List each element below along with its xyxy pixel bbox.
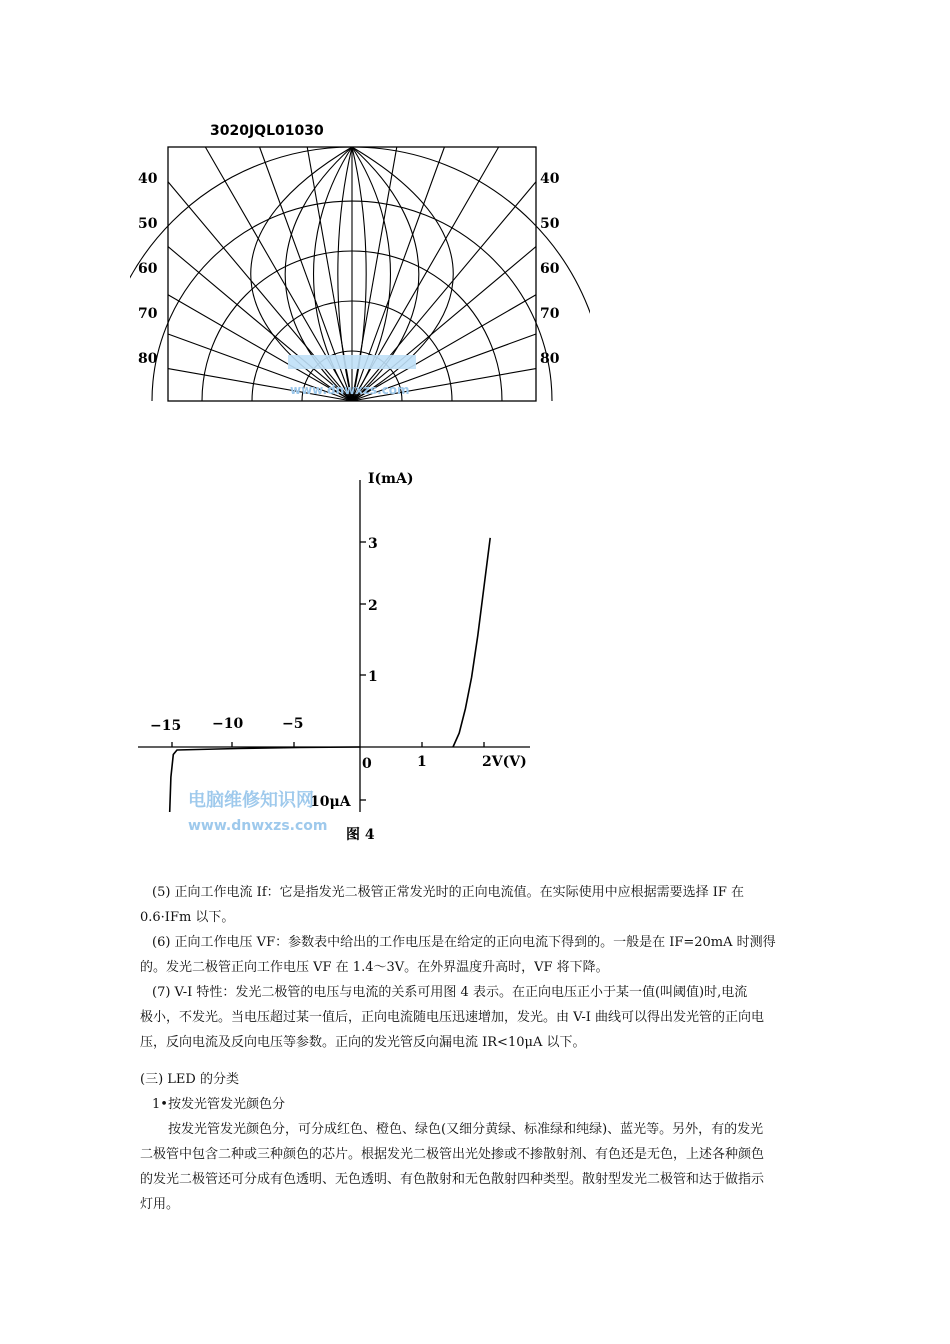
body-line-2: 二极管中包含二种或三种颜色的芯片。根据发光二极管出光处掺或不掺散射剂、有色还是无色，上述各种颜色 [140, 1147, 765, 1162]
body-line-1: 按发光管发光颜色分，可分成红色、橙色、绿色(又细分黄绿、标准绿和纯绿)、蓝光等。另外，有的发光 [168, 1122, 764, 1137]
x-label-neg10: −10 [212, 716, 244, 732]
para-6-line-1: (6) 正向工作电压 VF：参数表中给出的工作电压是在给定的正向电流下得到的。一般是在 IF=20mA 时测得 [152, 935, 776, 950]
para-7-line-1: (7) V-I 特性：发光二极管的电压与电流的关系可用图 4 表示。在正向电压正小于某一值(叫阈值)时,电流 [152, 985, 748, 1000]
x-unit-label: 2V(V) [482, 754, 527, 770]
left-label-70: 70 [138, 306, 158, 322]
polar-radiation-figure [130, 115, 590, 410]
body-line-4: 灯用。 [140, 1197, 180, 1212]
figure-caption: 图 4 [346, 827, 375, 843]
iv-curve-figure [130, 462, 550, 847]
body-text [140, 880, 820, 1217]
iv-watermark-cn: 电脑维修知识网 [188, 790, 314, 811]
para-7-line-3: 压，反向电流及反向电压等参数。正向的发光管反向漏电流 IR<10μA 以下。 [140, 1035, 586, 1050]
polar-watermark-bar [288, 355, 416, 369]
left-label-40: 40 [138, 171, 158, 187]
para-7-line-2: 极小，不发光。当电压超过某一值后，正向电流随电压迅速增加，发光。由 V-I 曲线可以得出发光管的正向电 [140, 1010, 764, 1025]
y-label-3: 3 [368, 536, 378, 552]
polar-diagram [130, 115, 590, 410]
para-5-line-2: 0.6·IFm 以下。 [140, 910, 235, 925]
right-label-80: 80 [540, 351, 560, 367]
para-5-line-1: (5) 正向工作电流 If：它是指发光二极管正常发光时的正向电流值。在实际使用中应根据需要选择 IF 在 [152, 885, 745, 900]
right-label-60: 60 [540, 261, 560, 277]
right-label-50: 50 [540, 216, 560, 232]
y-axis-label: I(mA) [368, 471, 414, 487]
y-label-2: 2 [368, 598, 378, 614]
origin-label: 0 [362, 756, 372, 772]
section-heading: (三) LED 的分类 [140, 1072, 239, 1087]
x-label-neg5: −5 [282, 716, 304, 732]
polar-watermark-url: www.dnwxzs.com [290, 383, 410, 397]
iv-watermark-url: www.dnwxzs.com [188, 818, 328, 834]
polar-left-labels [138, 171, 158, 367]
right-label-70: 70 [540, 306, 560, 322]
polar-title: 3020JQL01030 [210, 123, 324, 139]
iv-axes [138, 480, 530, 812]
left-label-80: 80 [138, 351, 158, 367]
right-label-40: 40 [540, 171, 560, 187]
x-label-1: 1 [417, 754, 427, 770]
y-label-1: 1 [368, 669, 378, 685]
para-6-line-2: 的。发光二极管正向工作电压 VF 在 1.4～3V。在外界温度升高时，VF 将下降。 [140, 960, 609, 975]
polar-right-labels [540, 171, 560, 367]
neg-y-label: 10μA [310, 794, 351, 810]
x-label-neg15: −15 [150, 718, 182, 734]
iv-chart [130, 462, 550, 847]
sub-heading: 1•按发光管发光颜色分 [152, 1097, 285, 1112]
left-label-50: 50 [138, 216, 158, 232]
body-line-3: 的发光二极管还可分成有色透明、无色透明、有色散射和无色散射四种类型。散射型发光二极管和达于做指示 [140, 1172, 765, 1187]
left-label-60: 60 [138, 261, 158, 277]
iv-forward-curve [453, 538, 490, 747]
